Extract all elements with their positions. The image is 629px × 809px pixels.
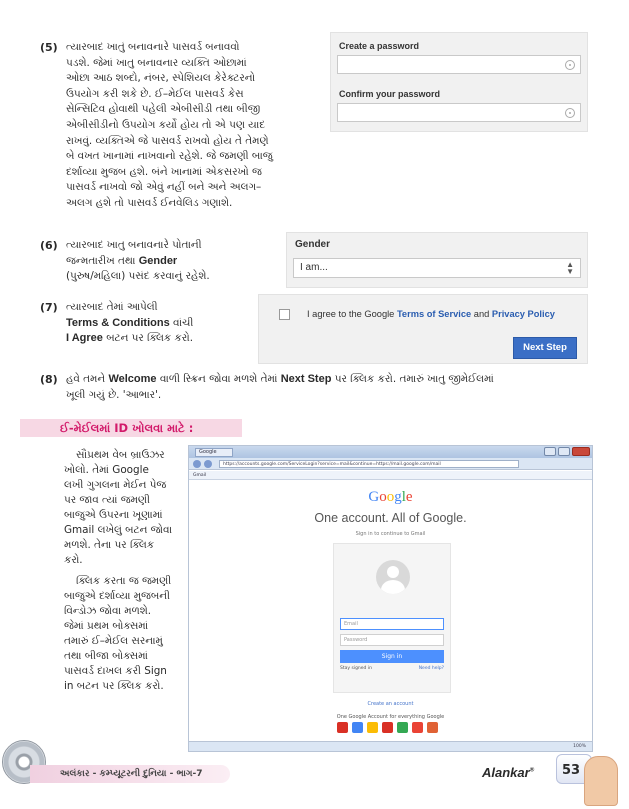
text-line xyxy=(66,331,256,347)
google-logo-text: Google xyxy=(368,489,413,505)
text-span: બટન પર ક્લિક કરો. xyxy=(102,332,194,345)
password-panel xyxy=(330,32,588,132)
text-line: તથા બીજા બોક્સમાં xyxy=(64,650,148,662)
step-number: (5) xyxy=(40,41,58,54)
gender-select[interactable] xyxy=(293,258,581,278)
create-password-input[interactable] xyxy=(337,55,581,74)
step-number: (7) xyxy=(40,301,58,314)
create-account-link[interactable]: Create an account xyxy=(367,701,414,707)
agree-checkbox[interactable] xyxy=(279,309,290,320)
text-line: સેન્સિટિવ હોવાથી પહેલી એબીસીડી તથા બીજી xyxy=(66,103,261,116)
terms-text xyxy=(307,309,555,319)
next-step-term: Next Step xyxy=(280,373,332,385)
text-line: તમારું ઈ–મેઈલ સરનામું xyxy=(64,635,163,647)
gender-panel xyxy=(286,232,588,288)
signin-subtitle: Sign in to continue to Gmail xyxy=(355,531,426,537)
text-line: in બટન પર ક્લિક કરો. xyxy=(64,680,164,692)
gender-term: Gender xyxy=(138,254,178,267)
confirm-password-label: Confirm your password xyxy=(339,89,441,99)
text-line: ત્યારબાદ ખાતુ બનાવનારે પોતાની xyxy=(66,239,202,251)
step-number: (6) xyxy=(40,239,58,252)
text-line: ત્યારબાદ તેમાં આપેલી xyxy=(66,301,158,313)
google-logo xyxy=(189,489,592,506)
agree-term: I Agree xyxy=(66,332,103,345)
favorites-tab[interactable]: Gmail xyxy=(193,473,207,478)
step-7-text xyxy=(66,300,256,347)
step-6-text xyxy=(66,238,286,285)
text-line: (પુરુષ/મહિલા) પસંદ કરવાનું રહેશે. xyxy=(66,270,210,283)
text-line: વિન્ડોઝ જોવા મળશે. xyxy=(64,605,152,617)
text-line: દર્શાવ્યા મુજબ હશે. બંને ખાનામાં એકસરખો જ xyxy=(66,165,262,178)
forward-icon[interactable] xyxy=(204,460,212,468)
gender-label: Gender xyxy=(295,239,331,250)
avatar xyxy=(376,560,410,594)
maximize-icon[interactable] xyxy=(558,447,570,456)
google-plus-icon[interactable] xyxy=(337,722,348,733)
play-icon[interactable] xyxy=(412,722,423,733)
text-line: એબીસીડીનો ઉપયોગ કર્યો હોય તો એ પણ યાદ xyxy=(66,118,266,131)
address-bar[interactable]: https://accounts.google.com/ServiceLogin?service=mail&continue=https://mail.google.com/mail xyxy=(219,460,519,468)
eye-icon xyxy=(565,108,575,118)
thumb-icon xyxy=(584,756,618,806)
text-line: જેમાં પ્રથમ બોક્સમાં xyxy=(64,620,149,632)
text-line: બાજુએ દર્શાવ્યા મુજબની xyxy=(64,590,170,602)
step-5-text xyxy=(66,40,330,212)
terms-panel xyxy=(258,294,588,364)
terms-term: Terms & Conditions xyxy=(66,316,170,329)
text-line: પર જાવ ત્યાં જમણી xyxy=(64,494,150,506)
text-span: પર ક્લિક કરો. તમારું ખાતુ જીમેઈલમાં xyxy=(331,373,494,385)
avatar-head xyxy=(387,566,399,578)
text-line: ખોલો. તેમાં Google xyxy=(64,464,149,476)
text-span: વાળી સ્ક્રિન જોવા મળશે તેમાં xyxy=(156,373,281,385)
back-icon[interactable] xyxy=(193,460,201,468)
text-line: ઉપયોગ કરી શકે છે. ઈ–મેઈલ પાસવર્ડ કેસ xyxy=(66,87,244,100)
text-line: કરો. xyxy=(64,554,83,566)
text-line: બે વખત ખાનામાં નાખવાનો રહેશે. જે જમણી બાજુ xyxy=(66,150,273,163)
step-number: (8) xyxy=(40,373,58,386)
eye-icon xyxy=(565,60,575,70)
text-line: બાજુએ ઉપરના ખૂણામાં xyxy=(64,509,163,521)
title-bar xyxy=(189,446,592,458)
text-line: પડશે. જેમાં ખાતુ બનાવનાર વ્યક્તિ ઓછામાં xyxy=(66,56,247,69)
text-line: સૌપ્રથમ વેબ બ્રાઉઝર xyxy=(76,449,165,461)
app-icons xyxy=(337,722,438,734)
text-line: ખૂલી ગયું છે. 'આભાર'. xyxy=(66,388,162,401)
close-icon[interactable] xyxy=(572,447,590,456)
create-password-label: Create a password xyxy=(339,41,420,51)
text-line: પાસવર્ડ નાખવો જો એવું નહીં બને અને અલગ– xyxy=(66,181,262,194)
stay-signed-in[interactable]: Stay signed in xyxy=(340,666,372,671)
text-line xyxy=(66,254,286,270)
privacy-policy-link[interactable]: Privacy Policy xyxy=(491,309,555,319)
maps-icon[interactable] xyxy=(397,722,408,733)
signin-button[interactable]: Sign in xyxy=(340,650,444,663)
browser-tab[interactable]: Google xyxy=(195,448,233,457)
avatar-body xyxy=(381,580,405,594)
registered-mark: ® xyxy=(529,767,535,774)
next-step-button[interactable]: Next Step xyxy=(513,337,577,359)
text-line: અલગ હશે તો પાસવર્ડ ઈનવેલિડ ગણાશે. xyxy=(66,196,233,209)
drive-icon[interactable] xyxy=(367,722,378,733)
terms-of-service-link[interactable]: Terms of Service xyxy=(396,309,472,319)
favorites-bar xyxy=(189,471,592,480)
gmail-icon[interactable] xyxy=(352,722,363,733)
brand-name: Alankar xyxy=(482,765,530,780)
text-line xyxy=(66,372,606,388)
text-line xyxy=(66,316,256,332)
text-span: વાંચી xyxy=(169,316,194,329)
signin-card xyxy=(333,543,451,693)
section-heading: ઈ-મેઈલમાં ID ખોલવા માટે : xyxy=(20,419,242,437)
text-span: and xyxy=(471,309,492,319)
paragraph-1 xyxy=(64,448,182,568)
text-line: મળશે. તેના પર ક્લિક xyxy=(64,539,155,551)
password-input[interactable]: Password xyxy=(340,634,444,646)
minimize-icon[interactable] xyxy=(544,447,556,456)
text-span: હવે તમને xyxy=(66,373,109,385)
email-input[interactable]: Email xyxy=(340,618,444,630)
text-line: ક્લિક કરતા જ જમણી xyxy=(76,575,172,587)
text-line: ઓછા આઠ શબ્દો, નંબર, સ્પેશિયલ કેરેક્ટરનો xyxy=(66,72,256,85)
nav-bar xyxy=(189,458,592,470)
page-number: 53 xyxy=(562,763,581,778)
confirm-password-input[interactable] xyxy=(337,103,581,122)
one-account-text: One Google Account for everything Google xyxy=(336,714,445,720)
brand-logo xyxy=(482,765,534,780)
page-content xyxy=(189,481,592,743)
youtube-icon[interactable] xyxy=(382,722,393,733)
select-arrows-icon: ▲ ▼ xyxy=(566,260,574,276)
need-help-link[interactable]: Need help? xyxy=(418,666,444,671)
text-line: રાખવું. વ્યક્તિએ જે પાસવર્ડ રાખવો હોય તે તેમણે xyxy=(66,134,269,147)
text-span: I agree to the Google xyxy=(307,309,397,319)
text-line: ત્યારબાદ ખાતું બનાવનારે પાસવર્ડ બનાવવો xyxy=(66,41,240,53)
search-app-icon[interactable] xyxy=(427,722,438,733)
tagline: One account. All of Google. xyxy=(314,511,467,525)
status-bar: 100% xyxy=(189,741,592,751)
gender-selected-value: I am... xyxy=(300,262,328,273)
footer-series: અલંકાર - કમ્પ્યૂટરની દુનિયા - ભાગ-7 xyxy=(30,765,230,783)
text-line: લખી ગુગલના મેઈન પેજ xyxy=(64,479,167,491)
text-line: Gmail લખેલું બટન જોવા xyxy=(64,524,173,536)
welcome-term: Welcome xyxy=(108,373,157,385)
text-span: જન્મતારીખ તથા xyxy=(66,254,139,267)
browser-window xyxy=(188,445,593,752)
step-8-text xyxy=(66,372,606,403)
paragraph-2 xyxy=(64,574,182,694)
text-line: પાસવર્ડ દાખલ કરી Sign xyxy=(64,665,167,677)
